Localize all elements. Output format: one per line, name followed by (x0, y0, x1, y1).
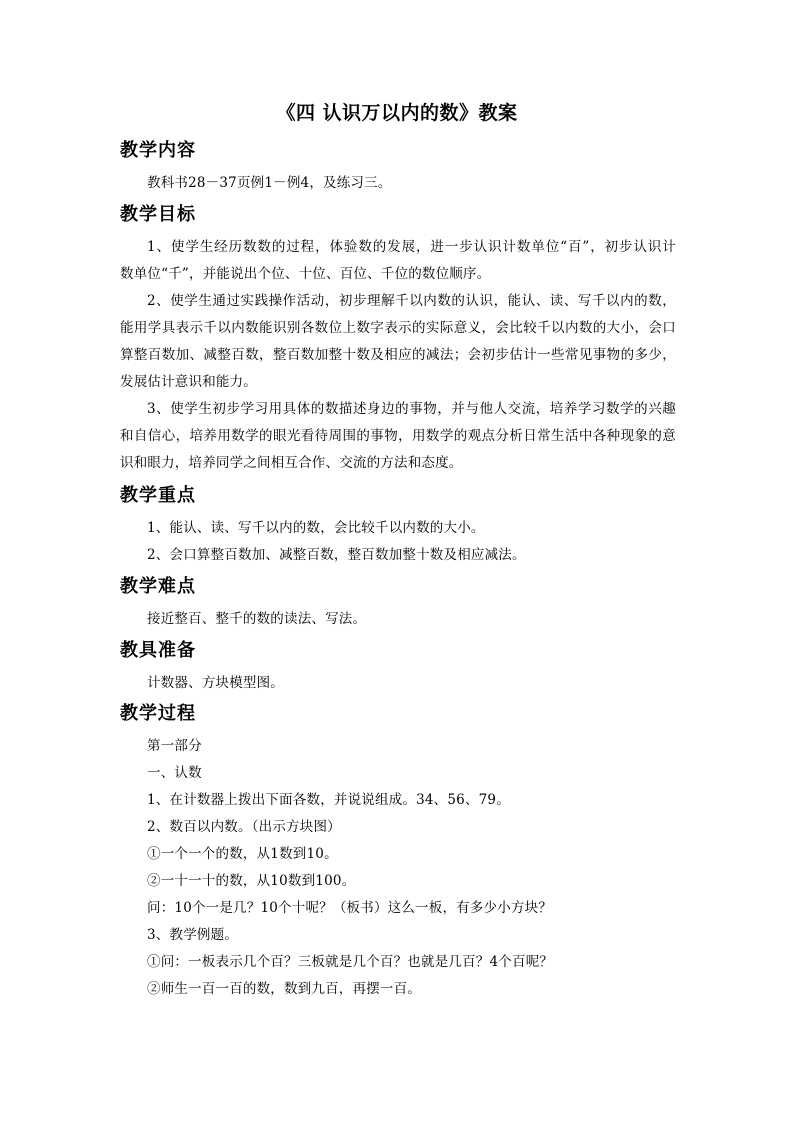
goals-line: 2、使学生通过实践操作活动，初步理解千以内数的认识，能认、读、写千以内的数， (147, 293, 676, 309)
document-title: 《四 认识万以内的数》教案 (276, 102, 518, 124)
process-line: 3、教学例题。 (147, 927, 238, 943)
process-line: 第一部分 (147, 738, 202, 754)
goals-line: 1、使学生经历数数的过程，体验数的发展，进一步认识计数单位“百”，初步认识计 (147, 239, 676, 255)
goals-line: 能用学具表示千以内数能识别各数位上数字表示的实际意义，会比较千以内数的大小，会口 (120, 320, 676, 336)
process-line: ①问：一板表示几个百？三板就是几个百？也就是几百？4个百呢？ (147, 954, 554, 970)
keypoints-line: 1、能认、读、写千以内的数，会比较千以内数的大小。 (147, 520, 485, 536)
process-line: 问：10个一是几？10个十呢？（板书）这么一板，有多少小方块？ (147, 900, 553, 916)
section-heading-process: 教学过程 (120, 703, 196, 724)
keypoints-line: 2、会口算整百数加、减整百数，整百数加整十数及相应减法。 (147, 547, 526, 563)
section-heading-difficulties: 教学难点 (120, 576, 196, 597)
goals-line: 发展估计意识和能力。 (120, 374, 257, 390)
section-heading-keypoints: 教学重点 (120, 485, 196, 506)
difficulties-text: 接近整百、整千的数的读法、写法。 (147, 611, 367, 627)
process-line: ②一十一十的数，从10数到100。 (147, 873, 356, 889)
content-text: 教科书28－37页例1－例4，及练习三。 (147, 175, 392, 191)
section-heading-content: 教学内容 (120, 140, 196, 161)
tools-text: 计数器、方块模型图。 (147, 675, 284, 691)
process-line: 1、在计数器上拨出下面各数，并说说组成。34、56、79。 (147, 792, 510, 808)
section-heading-tools: 教具准备 (120, 640, 196, 661)
goals-line: 识和眼力，培养同学之间相互合作、交流的方法和态度。 (120, 455, 463, 471)
goals-line: 算整百数加、减整百数，整百数加整十数及相应的减法；会初步估计一些常见事物的多少， (120, 347, 676, 363)
goals-line: 3、使学生初步学习用具体的数描述身边的事物，并与他人交流，培养学习数学的兴趣 (147, 401, 676, 417)
goals-line: 数单位“千”，并能说出个位、十位、百位、千位的数位顺序。 (120, 266, 491, 282)
section-heading-goals: 教学目标 (120, 204, 196, 225)
process-line: ①一个一个的数，从1数到10。 (147, 846, 338, 862)
process-line: 2、数百以内数。（出示方块图） (147, 819, 341, 835)
goals-line: 和自信心，培养用数学的眼光看待周围的事物，用数学的观点分析日常生活中各种现象的意 (120, 428, 676, 444)
process-line: ②师生一百一百的数，数到九百，再摆一百。 (147, 981, 421, 997)
process-line: 一、认数 (147, 765, 202, 781)
